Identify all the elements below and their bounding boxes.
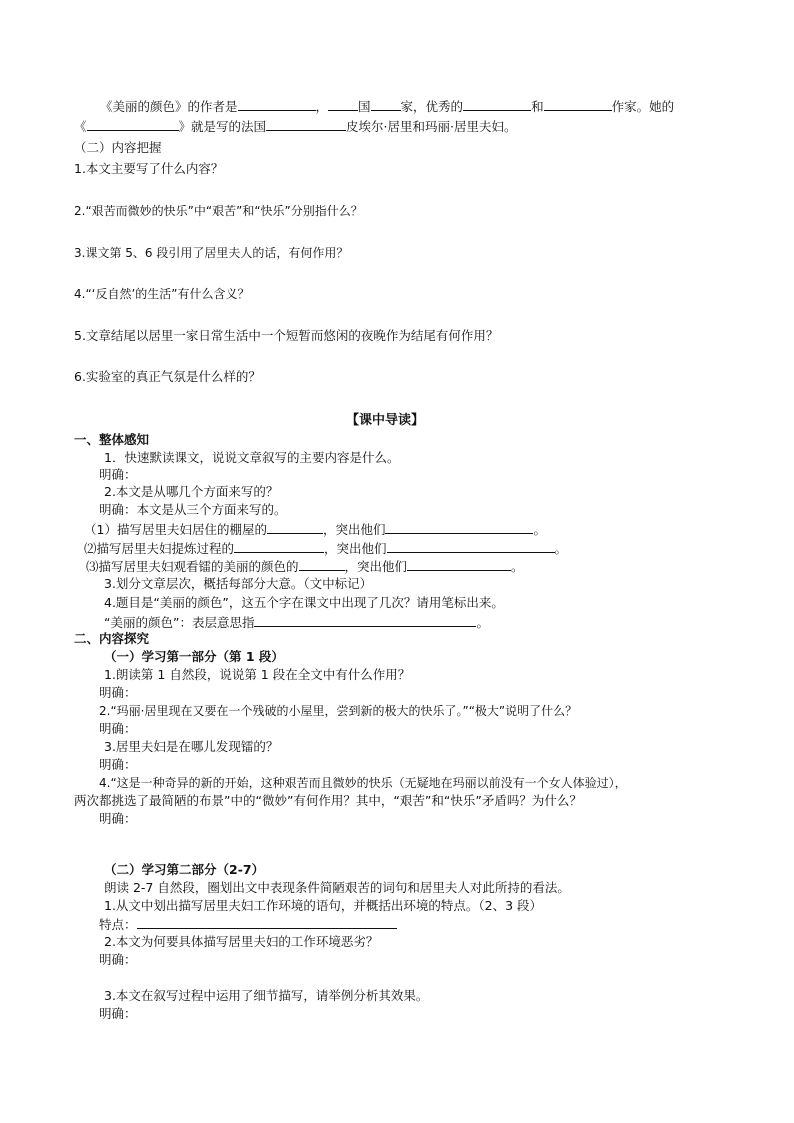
intro-text: ， xyxy=(315,99,329,114)
p1-question-4-line-2: 两次都挑选了最简陋的布景”中的“微妙”有何作用？其中，“艰苦”和“快乐”矛盾吗？为什么？ xyxy=(74,793,582,808)
sub-item-text: ，突出他们 xyxy=(322,522,386,537)
sub-item-text: 。 xyxy=(554,541,568,556)
blank-book-title[interactable] xyxy=(87,118,179,131)
sub-item-text: （1）描写居里夫妇居住的棚屋的 xyxy=(84,522,267,537)
blank-name[interactable] xyxy=(328,98,358,111)
p2-answer-3: 明确： xyxy=(99,1006,137,1021)
sub-item-text: 。 xyxy=(533,522,546,537)
p1-question-4-line-1: 4.“这是一种奇异的新的开始，这种艰苦而且微妙的快乐（无疑地在玛丽以前没有一个女人体验过）， xyxy=(99,776,627,790)
blank-country[interactable] xyxy=(371,98,401,111)
item-4-sub-text: “美丽的颜色”：表层意思指 xyxy=(104,615,255,630)
answer-2: 明确：本文是从三个方面来写的。 xyxy=(99,502,287,517)
blank-sub3-a[interactable] xyxy=(299,558,345,571)
blank-sub1-b[interactable] xyxy=(385,521,533,534)
intro-text: 皮埃尔·居里和玛丽·居里夫妇。 xyxy=(346,119,517,134)
intro-line-2 xyxy=(74,118,516,135)
p2-question-2: 2.本文为何要具体描写居里夫妇的工作环境恶劣？ xyxy=(104,934,379,949)
sub-item-text: ⑶描写居里夫妇观看镭的美丽的颜色的 xyxy=(86,559,299,574)
blank-sub1-a[interactable] xyxy=(267,521,323,534)
intro-text: 》就是写的法国 xyxy=(178,119,267,134)
p2-feature-label: 特点： xyxy=(99,917,137,932)
intro-text: 和 xyxy=(531,99,544,114)
p1-answer-2: 明确： xyxy=(99,721,137,736)
item-4-sub-text: 。 xyxy=(476,615,489,630)
item-2: 2.本文是从哪几个方面来写的？ xyxy=(104,484,279,499)
p1-question-1: 1.朗读第 1 自然段，说说第 1 段在全文中有什么作用？ xyxy=(104,667,411,682)
blank-profession-1[interactable] xyxy=(463,98,531,111)
question-4: 4.“‘反自然’的生活”有什么含义？ xyxy=(74,287,250,301)
question-1: 1.本文主要写了什么内容？ xyxy=(74,161,224,176)
intro-text: 家，优秀的 xyxy=(400,99,464,114)
question-6: 6.实验室的真正气氛是什么样的？ xyxy=(74,369,261,384)
p2-answer-2: 明确： xyxy=(99,952,137,967)
blank-author[interactable] xyxy=(238,98,316,111)
sub-item-1 xyxy=(84,521,546,538)
item-1: 1．快速默读课文，说说文章叙写的主要内容是什么。 xyxy=(104,450,400,465)
intro-text: 《 xyxy=(74,119,87,134)
p1-question-3: 3.居里夫妇是在哪儿发现镭的？ xyxy=(104,739,279,754)
sub-item-3 xyxy=(86,558,524,575)
p2-question-1: 1.从文中划出描写居里夫妇工作环境的语句，并概括出环境的特点。（2、3 段） xyxy=(104,898,543,913)
p2-feature xyxy=(99,916,397,933)
blank-sub2-b[interactable] xyxy=(387,540,555,553)
section-heading-content: （二）内容把握 xyxy=(74,140,162,155)
question-2: 2.“艰苦而微妙的快乐”中“艰苦”和“快乐”分别指什么？ xyxy=(74,204,363,218)
question-5: 5.文章结尾以居里一家日常生活中一个短暂而悠闲的夜晚作为结尾有何作用？ xyxy=(74,328,499,343)
item-4: 4.题目是“美丽的颜色”，这五个字在课文中出现了几次？请用笔标出来。 xyxy=(104,595,504,610)
p2-question-3: 3.本文在叙写过程中运用了细节描写，请举例分析其效果。 xyxy=(104,988,429,1003)
sub-part1-heading: （一）学习第一部分（第 1 段） xyxy=(104,649,284,664)
p1-answer-3: 明确： xyxy=(99,757,137,772)
answer-1: 明确： xyxy=(99,467,137,482)
sub-item-text: 。 xyxy=(511,559,524,574)
blank-sub3-b[interactable] xyxy=(407,558,511,571)
blank-profession-2[interactable] xyxy=(544,98,612,111)
p2-intro: 朗读 2-7 自然段，圈划出文中表现条件简陋艰苦的词句和居里夫人对此所持的看法。 xyxy=(104,880,570,895)
blank-surface-meaning[interactable] xyxy=(254,614,476,627)
blank-sub2-a[interactable] xyxy=(234,540,324,553)
item-3: 3.划分文章层次，概括每部分大意。（文中标记） xyxy=(104,576,373,591)
intro-line-1 xyxy=(100,98,674,115)
blank-feature[interactable] xyxy=(137,916,397,929)
part2-heading: 二、内容探究 xyxy=(74,631,150,646)
p1-question-2: 2.“玛丽·居里现在又要在一个残破的小屋里，尝到新的极大的快乐了。”“极大”说明了什么？ xyxy=(99,704,578,718)
sub-item-text: ⑵描写居里夫妇提炼过程的 xyxy=(84,541,235,556)
intro-text: 国 xyxy=(358,99,371,114)
intro-text: 作家。她的 xyxy=(611,99,675,114)
guide-title: 【课中导读】 xyxy=(346,413,425,428)
intro-text: 《美丽的颜色》的作者是 xyxy=(100,99,238,114)
p1-answer-1: 明确： xyxy=(99,685,137,700)
part1-heading: 一、整体感知 xyxy=(74,432,150,447)
sub-item-text: ，突出他们 xyxy=(324,541,387,556)
item-4-sub xyxy=(104,614,489,631)
question-3: 3.课文第 5、6 段引用了居里夫人的话，有何作用？ xyxy=(74,246,349,260)
sub-part2-heading: （二）学习第二部分（2-7） xyxy=(104,862,265,877)
blank-descriptor[interactable] xyxy=(266,118,346,131)
sub-item-2 xyxy=(84,540,567,557)
sub-item-text: ，突出他们 xyxy=(344,559,408,574)
p1-answer-4: 明确： xyxy=(99,811,137,826)
